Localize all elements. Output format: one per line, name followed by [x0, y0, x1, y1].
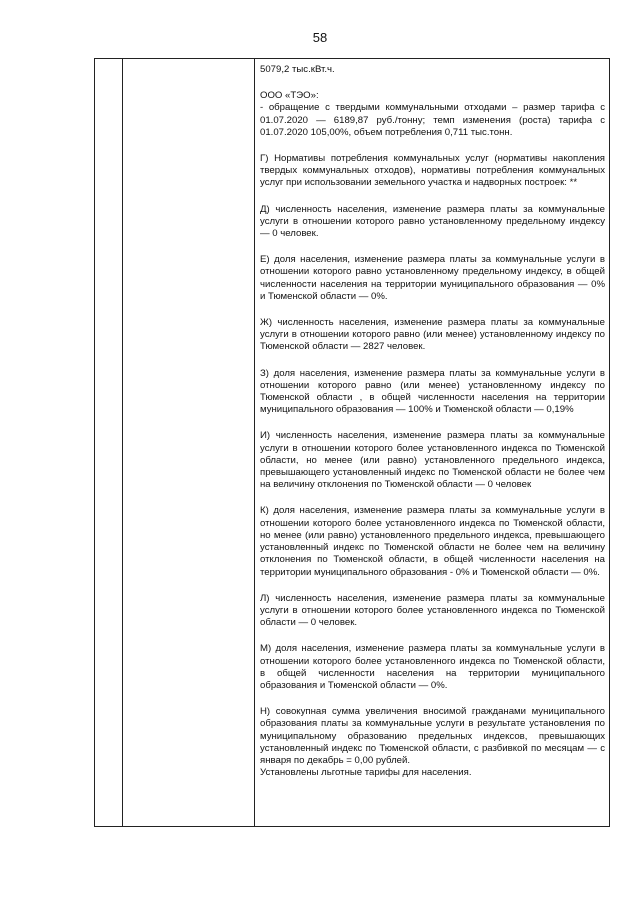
content-text — [260, 64, 605, 779]
paragraph-i: И) численность населения, изменение размера платы за коммунальные услуги в отношении которого более установленного индекса по Тюменской области, но менее (или равно) установленного предельного индекса, превышающего установленный индекс по Тюменской области не более чем на величину отклонения по Тюменской области — 0 человек — [260, 430, 605, 491]
paragraph-volume: 5079,2 тыс.кВт.ч. — [260, 64, 335, 75]
column-name-cell — [123, 59, 255, 827]
page-number: 58 — [312, 30, 328, 45]
paragraph-e: Е) доля населения, изменение размера платы за коммунальные услуги в отношении которого равно установленному предельному индексу, в общей численности населения на территории муниципального образования — 0% и Тюменской области — 0%. — [260, 254, 605, 302]
paragraph-m: М) доля населения, изменение размера платы за коммунальные услуги в отношении которого более установленного индекса по Тюменской области, в общей численности населения на территории муниципального образования и Тюменской области — 0%. — [260, 643, 605, 691]
paragraph-d: Д) численность населения, изменение размера платы за коммунальные услуги в отношении которого равно установленному предельному индексу — 0 человек. — [260, 203, 605, 240]
paragraph-g: Г) Нормативы потребления коммунальных услуг (нормативы накопления твердых коммунальных отходов), нормативы потребления коммунальных услуг при использовании земельного участка и надворных построек: ** — [260, 153, 605, 189]
paragraph-l: Л) численность населения, изменение размера платы за коммунальные услуги в отношении которого более установленного индекса по Тюменской области — 0 человек. — [260, 592, 605, 629]
paragraph-n: Н) совокупная сумма увеличения вносимой гражданами муниципального образования платы за коммунальные услуги в результате установления по муниципальному образованию предельных индексов, превышающих установленный индекс по Тюменской области, с разбивкой по месяцам — с января по декабрь = 0,00 рублей. — [260, 706, 605, 766]
paragraph-zh: Ж) численность населения, изменение размера платы за коммунальные услуги в отношении которого равно (или менее) установленному индексу по Тюменской области — 2827 человек. — [260, 317, 605, 353]
column-number-cell — [95, 59, 123, 827]
paragraph-z: З) доля населения, изменение размера платы за коммунальные услуги в отношении которого равно (или менее) установленному индексу по Тюменской области , в общей численности населения на территории муниципального образования — 100% и Тюменской области — 0,19% — [260, 367, 605, 416]
paragraph-company: ООО «ТЭО»: — [260, 90, 319, 102]
document-table — [94, 58, 610, 827]
paragraph-benefit: Установлены льготные тарифы для населения. — [260, 767, 472, 779]
paragraph-k: К) доля населения, изменение размера платы за коммунальные услуги в отношении которого более установленного индекса по Тюменской области, но менее (или равно) установленного предельного индекса, превышающего установленный индекс по Тюменской области не более чем на величину отклонения по Тюменской области, в общей численности населения на территории муниципального образования - 0% и Тюменской области — 0%. — [260, 505, 605, 578]
table-row — [95, 59, 610, 827]
paragraph-waste-tariff: - обращение с твердыми коммунальными отходами – размер тарифа с 01.07.2020 — 6189,87 руб./тонну; темп изменения (роста) тарифа с 01.07.2020 105,00%, объем потребления 0,711 тыс.тонн. — [260, 102, 605, 138]
column-content-cell — [255, 59, 610, 827]
